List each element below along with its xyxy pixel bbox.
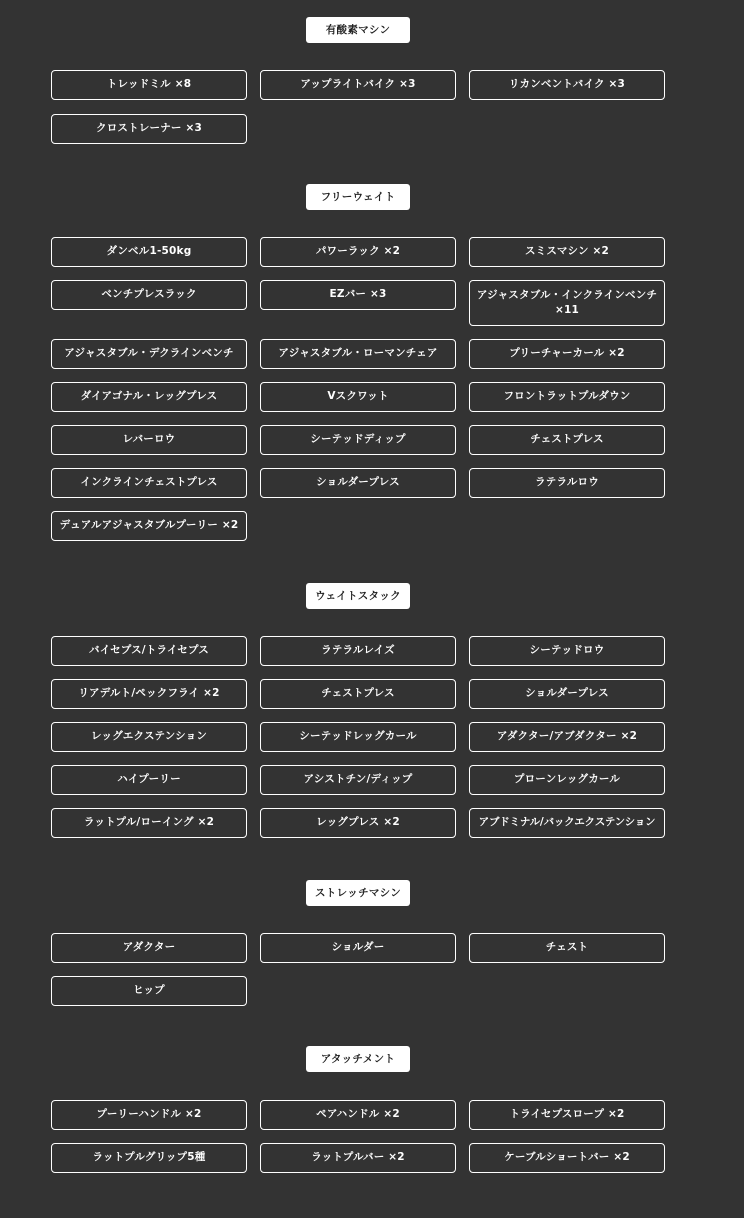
section-title-stretch: ストレッチマシン: [306, 880, 410, 906]
equipment-item[interactable]: アジャスタブル・インクラインベンチ ×11: [469, 280, 665, 326]
equipment-grid: [51, 636, 665, 838]
equipment-item[interactable]: スミスマシン ×2: [469, 237, 665, 267]
equipment-item[interactable]: デュアルアジャスタブルプーリー ×2: [51, 511, 247, 541]
section-title-attachment: アタッチメント: [306, 1046, 410, 1072]
equipment-grid: [51, 70, 665, 144]
equipment-item[interactable]: レバーロウ: [51, 425, 247, 455]
section-title-free-weight: フリーウェイト: [306, 184, 410, 210]
equipment-item[interactable]: Vスクワット: [260, 382, 456, 412]
equipment-item[interactable]: ラットプル/ローイング ×2: [51, 808, 247, 838]
equipment-item[interactable]: インクラインチェストプレス: [51, 468, 247, 498]
equipment-item[interactable]: EZバー ×3: [260, 280, 456, 310]
equipment-item[interactable]: アップライトバイク ×3: [260, 70, 456, 100]
equipment-item[interactable]: ラテラルロウ: [469, 468, 665, 498]
equipment-item[interactable]: レッグプレス ×2: [260, 808, 456, 838]
equipment-item[interactable]: ショルダー: [260, 933, 456, 963]
equipment-item[interactable]: トライセプスロープ ×2: [469, 1100, 665, 1130]
equipment-item[interactable]: プローンレッグカール: [469, 765, 665, 795]
equipment-item[interactable]: アダクター: [51, 933, 247, 963]
section-title-weight-stack: ウェイトスタック: [306, 583, 410, 609]
equipment-item[interactable]: ラテラルレイズ: [260, 636, 456, 666]
equipment-item[interactable]: ラットプルグリップ5種: [51, 1143, 247, 1173]
equipment-item[interactable]: トレッドミル ×8: [51, 70, 247, 100]
equipment-item[interactable]: ハイプーリー: [51, 765, 247, 795]
equipment-item[interactable]: アジャスタブル・デクラインベンチ: [51, 339, 247, 369]
equipment-item[interactable]: ベンチプレスラック: [51, 280, 247, 310]
equipment-grid: [51, 933, 665, 1006]
equipment-item[interactable]: ラットプルバー ×2: [260, 1143, 456, 1173]
equipment-item[interactable]: ケーブルショートバー ×2: [469, 1143, 665, 1173]
equipment-item[interactable]: リアデルト/ペックフライ ×2: [51, 679, 247, 709]
equipment-item[interactable]: アジャスタブル・ローマンチェア: [260, 339, 456, 369]
section-title-cardio: 有酸素マシン: [306, 17, 410, 43]
equipment-item[interactable]: チェストプレス: [469, 425, 665, 455]
equipment-item[interactable]: プリーチャーカール ×2: [469, 339, 665, 369]
equipment-grid: [51, 237, 665, 541]
equipment-item[interactable]: フロントラットプルダウン: [469, 382, 665, 412]
equipment-item[interactable]: シーテッドディップ: [260, 425, 456, 455]
equipment-item[interactable]: ショルダープレス: [469, 679, 665, 709]
equipment-item[interactable]: シーテッドロウ: [469, 636, 665, 666]
equipment-item[interactable]: リカンベントバイク ×3: [469, 70, 665, 100]
equipment-item[interactable]: レッグエクステンション: [51, 722, 247, 752]
equipment-grid: [51, 1100, 665, 1173]
equipment-item[interactable]: クロストレーナー ×3: [51, 114, 247, 144]
equipment-item[interactable]: チェストプレス: [260, 679, 456, 709]
equipment-item[interactable]: ショルダープレス: [260, 468, 456, 498]
equipment-item[interactable]: シーテッドレッグカール: [260, 722, 456, 752]
equipment-item[interactable]: アダクター/アブダクター ×2: [469, 722, 665, 752]
equipment-item[interactable]: パワーラック ×2: [260, 237, 456, 267]
equipment-item[interactable]: ダイアゴナル・レッグプレス: [51, 382, 247, 412]
equipment-item[interactable]: ヒップ: [51, 976, 247, 1006]
equipment-item[interactable]: チェスト: [469, 933, 665, 963]
equipment-item[interactable]: ダンベル1-50kg: [51, 237, 247, 267]
equipment-item[interactable]: アシストチン/ディップ: [260, 765, 456, 795]
equipment-item[interactable]: ペアハンドル ×2: [260, 1100, 456, 1130]
equipment-item[interactable]: アブドミナル/バックエクステンション: [469, 808, 665, 838]
equipment-item[interactable]: プーリーハンドル ×2: [51, 1100, 247, 1130]
equipment-item[interactable]: バイセプス/トライセプス: [51, 636, 247, 666]
